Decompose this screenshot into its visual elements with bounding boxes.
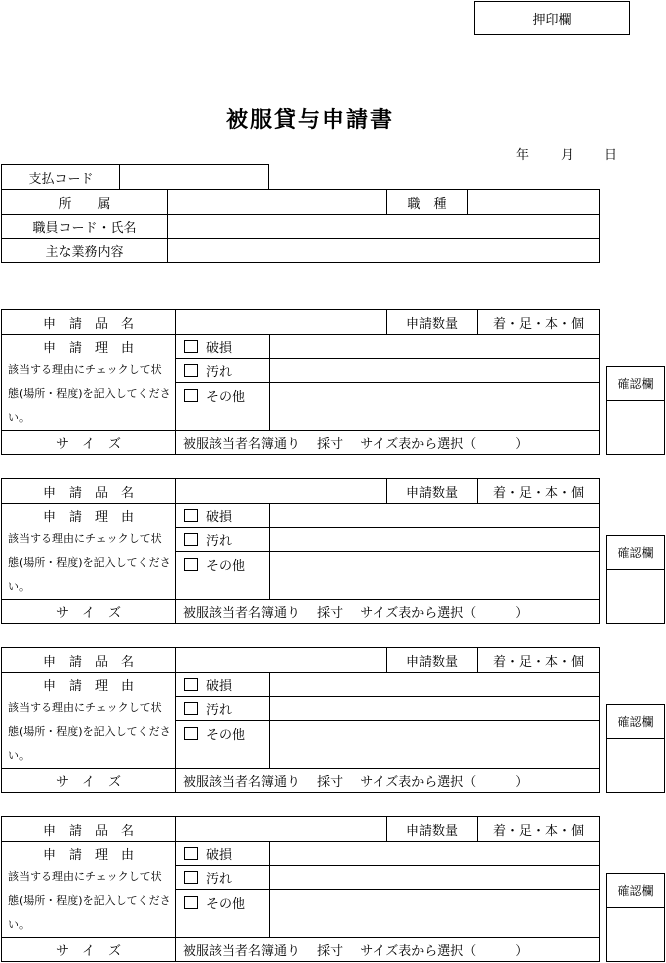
units-label: 着・足・本・個	[492, 654, 584, 670]
size-label: サ イ ズ	[55, 944, 121, 959]
damage-label: 破損	[206, 509, 233, 525]
applicant-info-table	[1, 189, 600, 263]
department-field[interactable]	[168, 190, 386, 214]
item-name-label: 申 請 品 名	[42, 316, 134, 332]
other-option[interactable]	[184, 889, 269, 915]
dirt-label: 汚れ	[206, 533, 233, 549]
instruction-line-3: い。	[8, 411, 30, 424]
damage-label: 破損	[206, 340, 233, 356]
damage-checkbox[interactable]	[184, 340, 198, 353]
instruction-line-1: 該当する理由にチェックして状	[8, 532, 162, 545]
units-label: 着・足・本・個	[492, 316, 584, 332]
quantity-label: 申請数量	[405, 654, 458, 670]
staff-code-name-field[interactable]	[168, 215, 599, 238]
confirm-label: 確認欄	[617, 546, 654, 560]
dirt-option[interactable]	[184, 358, 269, 382]
dirt-detail-field[interactable]	[270, 528, 599, 551]
confirm-field[interactable]	[607, 401, 664, 454]
department-label: 所 属	[58, 196, 111, 212]
staff-code-name-label: 職員コード・氏名	[32, 221, 137, 236]
item-name-field[interactable]	[176, 479, 386, 503]
dirt-option[interactable]	[184, 527, 269, 551]
other-checkbox[interactable]	[184, 389, 198, 402]
dirt-detail-field[interactable]	[270, 359, 599, 382]
date-month: 月	[561, 148, 575, 163]
dirt-checkbox[interactable]	[184, 533, 198, 546]
request-block	[1, 816, 600, 962]
other-checkbox[interactable]	[184, 558, 198, 571]
reason-instruction	[8, 358, 174, 430]
date-year: 年	[516, 148, 530, 163]
damage-detail-field[interactable]	[270, 673, 599, 696]
confirm-box	[606, 873, 665, 962]
reason-instruction	[8, 865, 174, 937]
stamp-label: 押印欄	[532, 12, 572, 28]
request-block	[1, 309, 600, 455]
instruction-line-1: 該当する理由にチェックして状	[8, 363, 162, 376]
dirt-label: 汚れ	[206, 871, 233, 887]
other-option[interactable]	[184, 551, 269, 577]
other-checkbox[interactable]	[184, 727, 198, 740]
other-detail-field[interactable]	[270, 552, 599, 599]
damage-option[interactable]	[184, 503, 269, 527]
size-label: サ イ ズ	[55, 606, 121, 621]
instruction-line-3: い。	[8, 580, 30, 593]
damage-option[interactable]	[184, 334, 269, 358]
size-options[interactable]: 被服該当者名簿通り 採寸 サイズ表から選択（ ）	[183, 437, 529, 452]
size-options[interactable]: 被服該当者名簿通り 採寸 サイズ表から選択（ ）	[183, 775, 529, 790]
main-duties-field[interactable]	[168, 239, 599, 262]
damage-checkbox[interactable]	[184, 509, 198, 522]
quantity-label: 申請数量	[405, 485, 458, 501]
confirm-box	[606, 704, 665, 793]
other-label: その他	[206, 558, 246, 574]
other-detail-field[interactable]	[270, 721, 599, 768]
dirt-detail-field[interactable]	[270, 866, 599, 889]
damage-detail-field[interactable]	[270, 504, 599, 527]
dirt-label: 汚れ	[206, 364, 233, 380]
damage-checkbox[interactable]	[184, 678, 198, 691]
item-name-field[interactable]	[176, 817, 386, 841]
instruction-line-2: 態(場所・程度)を記入してくださ	[8, 725, 171, 738]
instruction-line-1: 該当する理由にチェックして状	[8, 701, 162, 714]
dirt-checkbox[interactable]	[184, 871, 198, 884]
dirt-label: 汚れ	[206, 702, 233, 718]
main-duties-label: 主な業務内容	[45, 245, 124, 260]
document-title: 被服貸与申請書	[225, 106, 394, 133]
reason-label: 申 請 理 由	[42, 509, 134, 525]
dirt-checkbox[interactable]	[184, 364, 198, 377]
other-label: その他	[206, 896, 246, 912]
size-options[interactable]: 被服該当者名簿通り 採寸 サイズ表から選択（ ）	[183, 606, 529, 621]
damage-checkbox[interactable]	[184, 847, 198, 860]
damage-label: 破損	[206, 678, 233, 694]
confirm-field[interactable]	[607, 739, 664, 792]
size-options[interactable]: 被服該当者名簿通り 採寸 サイズ表から選択（ ）	[183, 944, 529, 959]
date-line	[0, 143, 666, 163]
request-block	[1, 478, 600, 624]
item-name-label: 申 請 品 名	[42, 654, 134, 670]
confirm-label: 確認欄	[617, 377, 654, 391]
damage-label: 破損	[206, 847, 233, 863]
stamp-box	[474, 1, 630, 35]
confirm-box	[606, 366, 665, 455]
units-label: 着・足・本・個	[492, 823, 584, 839]
dirt-option[interactable]	[184, 865, 269, 889]
units-label: 着・足・本・個	[492, 485, 584, 501]
damage-detail-field[interactable]	[270, 842, 599, 865]
size-label: サ イ ズ	[55, 437, 121, 452]
item-name-label: 申 請 品 名	[42, 485, 134, 501]
item-name-field[interactable]	[176, 310, 386, 334]
damage-option[interactable]	[184, 672, 269, 696]
reason-label: 申 請 理 由	[42, 678, 134, 694]
instruction-line-1: 該当する理由にチェックして状	[8, 870, 162, 883]
other-detail-field[interactable]	[270, 890, 599, 937]
instruction-line-2: 態(場所・程度)を記入してくださ	[8, 387, 171, 400]
item-name-field[interactable]	[176, 648, 386, 672]
reason-instruction	[8, 527, 174, 599]
other-label: その他	[206, 389, 246, 405]
payment-code-label: 支払コード	[28, 171, 94, 187]
damage-option[interactable]	[184, 841, 269, 865]
confirm-field[interactable]	[607, 570, 664, 623]
quantity-label: 申請数量	[405, 823, 458, 839]
other-checkbox[interactable]	[184, 896, 198, 909]
other-option[interactable]	[184, 382, 269, 408]
confirm-label: 確認欄	[617, 715, 654, 729]
other-detail-field[interactable]	[270, 383, 599, 430]
size-label: サ イ ズ	[55, 775, 121, 790]
confirm-field[interactable]	[607, 908, 664, 961]
payment-code-field[interactable]	[120, 165, 268, 189]
reason-instruction	[8, 696, 174, 768]
other-label: その他	[206, 727, 246, 743]
item-name-label: 申 請 品 名	[42, 823, 134, 839]
instruction-line-3: い。	[8, 918, 30, 931]
job-type-field[interactable]	[468, 190, 599, 214]
request-block	[1, 647, 600, 793]
payment-code-row	[1, 164, 269, 190]
dirt-option[interactable]	[184, 696, 269, 720]
quantity-label: 申請数量	[405, 316, 458, 332]
dirt-detail-field[interactable]	[270, 697, 599, 720]
damage-detail-field[interactable]	[270, 335, 599, 358]
instruction-line-2: 態(場所・程度)を記入してくださ	[8, 894, 171, 907]
confirm-box	[606, 535, 665, 624]
instruction-line-3: い。	[8, 749, 30, 762]
other-option[interactable]	[184, 720, 269, 746]
instruction-line-2: 態(場所・程度)を記入してくださ	[8, 556, 171, 569]
reason-label: 申 請 理 由	[42, 847, 134, 863]
date-day: 日	[604, 148, 618, 163]
confirm-label: 確認欄	[617, 884, 654, 898]
job-type-label: 職 種	[407, 196, 447, 212]
dirt-checkbox[interactable]	[184, 702, 198, 715]
reason-label: 申 請 理 由	[42, 340, 134, 356]
